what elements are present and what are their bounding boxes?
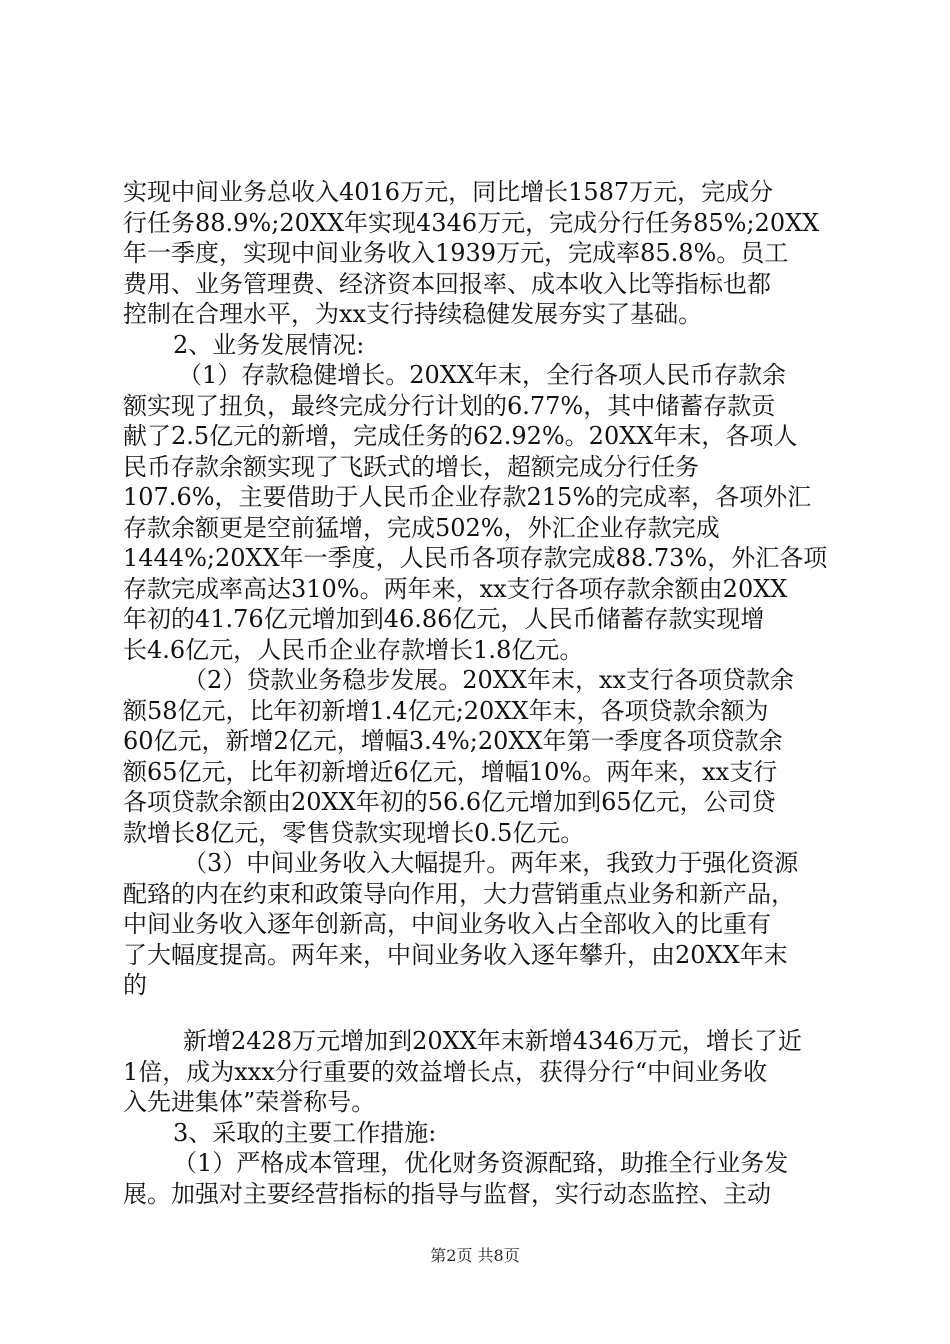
- text-line: 行任务88.9%;20XX年实现4346万元，完成分行任务85%;20XX: [123, 209, 820, 237]
- text-line: 1444%;20XX年一季度，人民币各项存款完成88.73%，外汇各项: [123, 544, 828, 572]
- text-line: 1倍，成为xxx分行重要的效益增长点，获得分行“中间业务收: [123, 1058, 768, 1086]
- text-line: 额实现了扭负，最终完成分行计划的6.77%，其中储蓄存款贡: [123, 392, 776, 420]
- text-line: 民币存款余额实现了飞跃式的增长，超额完成分行任务: [123, 453, 699, 481]
- text-line: 额65亿元，比年初新增近6亿元，增幅10%。两年来，xx支行: [123, 758, 778, 786]
- text-line: 入先进集体”荣誉称号。: [123, 1088, 376, 1116]
- text-line: 展。加强对主要经营指标的指导与监督，实行动态监控、主动: [123, 1180, 771, 1208]
- text-line: 107.6%，主要借助于人民币企业存款215%的完成率，各项外汇: [123, 483, 812, 511]
- section-heading: 3、采取的主要工作措施:: [173, 1119, 437, 1147]
- text-line: 了大幅度提高。两年来，中间业务收入逐年攀升，由20XX年末: [123, 941, 788, 969]
- text-line: 中间业务收入逐年创新高，中间业务收入占全部收入的比重有: [123, 910, 771, 938]
- text-line: 年一季度，实现中间业务收入1939万元，完成率85.8%。员工: [123, 239, 789, 267]
- text-line: 年初的41.76亿元增加到46.86亿元，人民币储蓄存款实现增: [123, 605, 765, 633]
- section-heading: 2、业务发展情况:: [173, 331, 365, 359]
- text-line: 献了2.5亿元的新增，完成任务的62.92%。20XX年末，各项人: [123, 422, 798, 450]
- page-footer: 第2页 共8页: [430, 1246, 520, 1265]
- paragraph-start: 新增2428万元增加到20XX年末新增4346万元，增长了近: [183, 1027, 802, 1055]
- paragraph-start: （3）中间业务收入大幅提升。两年来，我致力于强化资源: [183, 849, 799, 877]
- text-line: 额58亿元，比年初新增1.4亿元;20XX年末，各项贷款余额为: [123, 697, 769, 725]
- text-line: 控制在合理水平，为xx支行持续稳健发展夯实了基础。: [123, 300, 703, 328]
- paragraph-start: （1）严格成本管理，优化财务资源配臵，助推全行业务发: [173, 1149, 789, 1177]
- paragraph-start: （2）贷款业务稳步发展。20XX年末，xx支行各项贷款余: [183, 666, 795, 694]
- text-line: 费用、业务管理费、经济资本回报率、成本收入比等指标也都: [123, 270, 771, 298]
- text-line: 的: [123, 971, 147, 999]
- text-line: 实现中间业务总收入4016万元，同比增长1587万元，完成分: [123, 178, 774, 206]
- text-line: 存款余额更是空前猛增，完成502%，外汇企业存款完成: [123, 514, 720, 542]
- text-line: 长4.6亿元，人民币企业存款增长1.8亿元。: [123, 636, 584, 664]
- text-line: 配臵的内在约束和政策导向作用，大力营销重点业务和新产品，: [123, 880, 795, 908]
- paragraph-start: （1）存款稳健增长。20XX年末，全行各项人民币存款余: [178, 361, 786, 389]
- text-line: 款增长8亿元，零售贷款实现增长0.5亿元。: [123, 819, 585, 847]
- text-line: 60亿元，新增2亿元，增幅3.4%;20XX年第一季度各项贷款余: [123, 727, 783, 755]
- text-line: 存款完成率高达310%。两年来，xx支行各项存款余额由20XX: [123, 575, 788, 603]
- text-line: 各项贷款余额由20XX年初的56.6亿元增加到65亿元，公司贷: [123, 788, 776, 816]
